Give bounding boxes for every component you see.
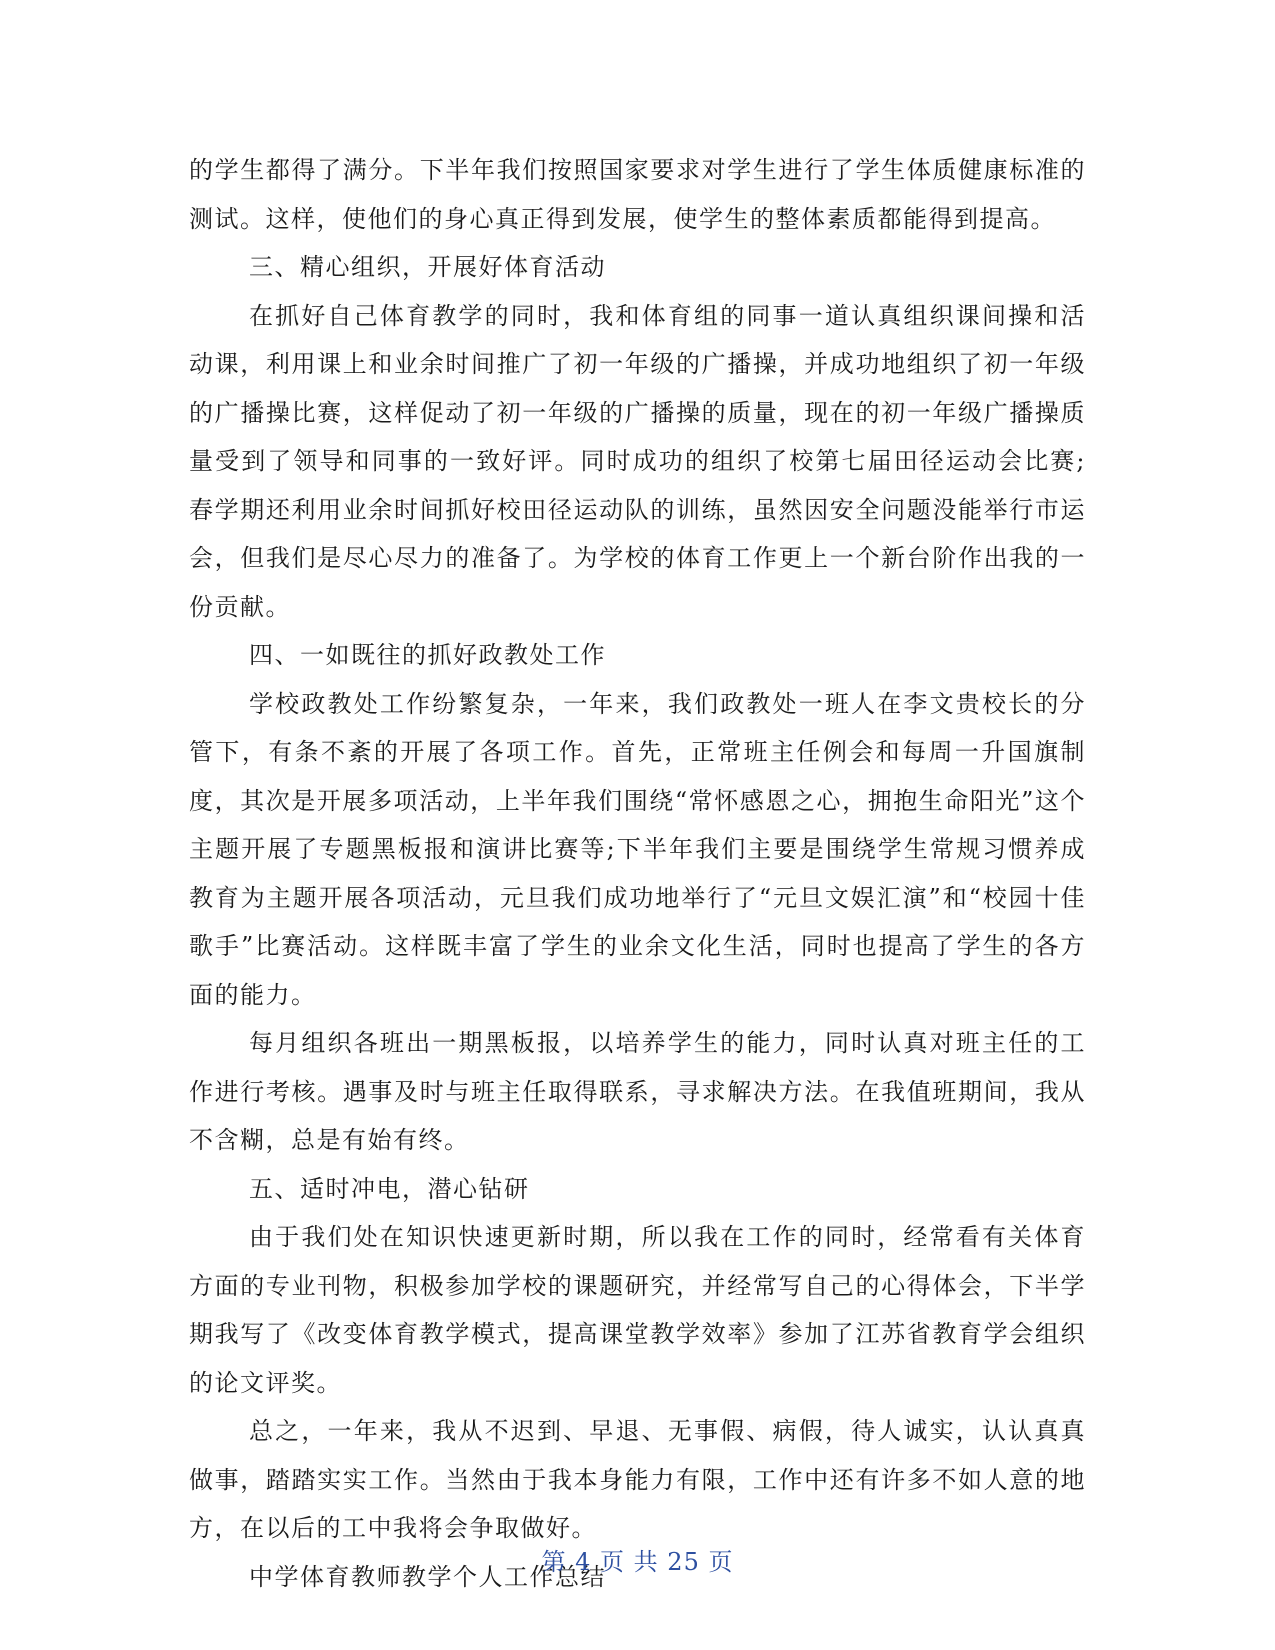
document-subtitle: 中学体育教师教学个人工作总结 [249, 1562, 606, 1591]
document-page [189, 0, 1086, 1650]
paragraph: 每月组织各班出一期黑板报，以培养学生的能力，同时认真对班主任的工作进行考核。遇事及时与班主任取得联系，寻求解决方法。在我值班期间，我从不含糊，总是有始有终。 [189, 1029, 1086, 1154]
document-body [189, 146, 1086, 1601]
section-heading: 三、精心组织，开展好体育活动 [249, 253, 606, 281]
section-heading: 五、适时冲电，潜心钻研 [249, 1174, 530, 1203]
paragraph-continuation: 的学生都得了满分。下半年我们按照国家要求对学生进行了学生体质健康标准的测试。这样，使他们的身心真正得到发展，使学生的整体素质都能得到提高。 [189, 156, 1086, 233]
section-heading: 四、一如既往的抓好政教处工作 [249, 641, 606, 669]
paragraph: 学校政教处工作纷繁复杂，一年来，我们政教处一班人在李文贵校长的分管下，有条不紊的开展了各项工作。首先，正常班主任例会和每周一升国旗制度，其次是开展多项活动，上半年我们围绕“常怀感恩之心，拥抱生命阳光”这个主题开展了专题黑板报和演讲比赛等;下半年我们主要是围绕学生常规习惯养成教育为主题开展各项活动，元旦我们成功地举行了“元旦文娱汇演”和“校园十佳歌手”比赛活动。这样既丰富了学生的业余文化生活，同时也提高了学生的各方面的能力。 [189, 689, 1086, 1009]
paragraph: 总之，一年来，我从不迟到、早退、无事假、病假，待人诚实，认认真真做事，踏踏实实工作。当然由于我本身能力有限，工作中还有许多不如人意的地方，在以后的工中我将会争取做好。 [189, 1417, 1086, 1542]
page-footer [189, 1542, 1086, 1577]
paragraph: 在抓好自己体育教学的同时，我和体育组的同事一道认真组织课间操和活动课，利用课上和业余时间推广了初一年级的广播操，并成功地组织了初一年级的广播操比赛，这样促动了初一年级的广播操的质量，现在的初一年级广播操质量受到了领导和同事的一致好评。同时成功的组织了校第七届田径运动会比赛;春学期还利用业余时间抓好校田径运动队的训练，虽然因安全问题没能举行市运会，但我们是尽心尽力的准备了。为学校的体育工作更上一个新台阶作出我的一份贡献。 [189, 301, 1086, 621]
page-number-label: 第 4 页 共 25 页 [541, 1548, 734, 1576]
paragraph: 由于我们处在知识快速更新时期，所以我在工作的同时，经常看有关体育方面的专业刊物，积极参加学校的课题研究，并经常写自己的心得体会，下半学期我写了《改变体育教学模式，提高课堂教学效率》参加了江苏省教育学会组织的论文评奖。 [189, 1223, 1086, 1397]
